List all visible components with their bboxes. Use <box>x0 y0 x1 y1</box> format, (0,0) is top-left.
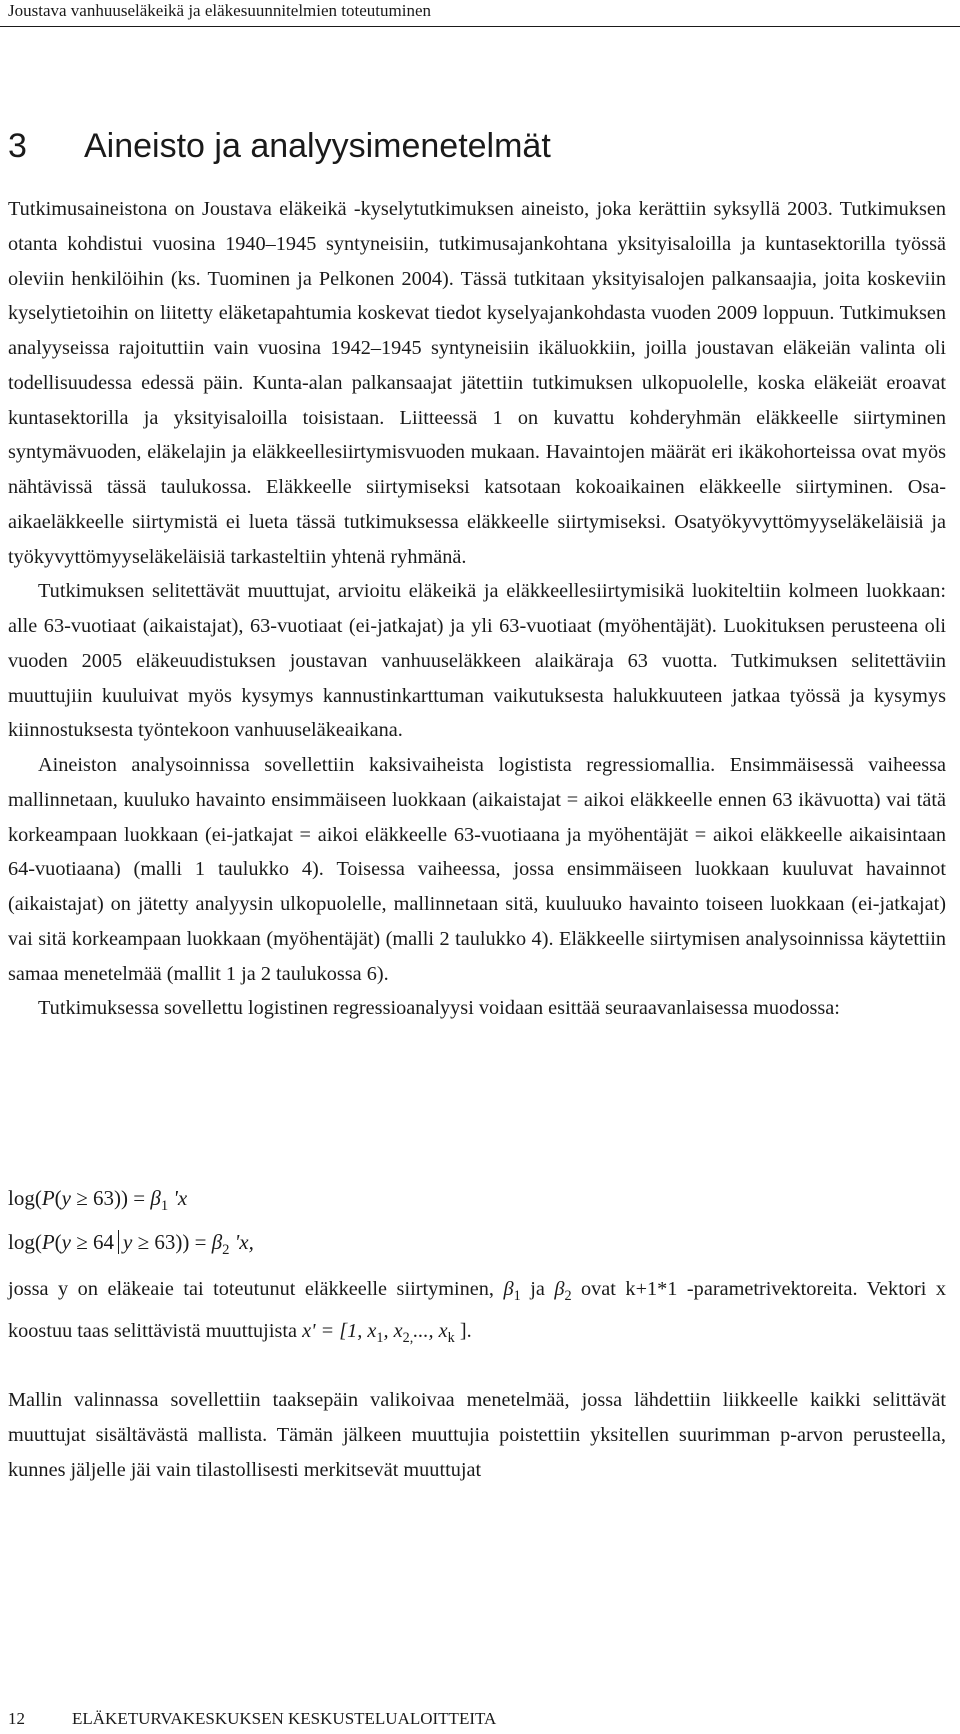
formula-explanation <box>8 1272 946 1356</box>
section-number: 3 <box>8 127 27 165</box>
paragraph-6: Mallin valinnassa sovellettiin taaksepäin valikoivaa menetelmää, jossa lähdettiin liikkeelle kaikki selittävät muuttujat sisältävästä mallista. Tämän jälkeen muuttujia poistettiin yksitellen suurimman p-arvon perusteella, kunnes jäljelle jäi vain tilastollisesti merkitsevät muuttujat <box>8 1389 946 1481</box>
paragraph-5: jossa y on eläkeaie tai toteutunut eläkkeelle siirtyminen, $\beta_1$ ja $\beta_2$ ovat k+1*1 -parametrivektoreita. Vektori x koostuu taas selittävistä muuttujista x' = [1, $x_1$, $x_{2,}$..., $x_k$ ]. <box>8 1278 946 1346</box>
conditional-bar <box>118 1230 119 1254</box>
paragraph-3: Aineiston analysoinnissa sovellettiin kaksivaiheista logistista regressiomallia. Ensimmäisessä vaiheessa mallinnetaan, kuuluko havainto ensimmäiseen luokkaan (aikaistajat = aikoi eläkkeelle ennen 63 ikävuotta) vai tätä korkeampaan luokkaan (ei-jatkajat = aikoi eläkkeelle 63-vuotiaana ja myöhentäjät = aikoi eläkkeelle aikaisintaan 64-vuotiaana) (malli 1 taulukko 4). Toisessa vaiheessa, jossa ensimmäiseen luokkaan kuuluvat havainnot (aikaistajat) on jätetty analyysin ulkopuolelle, mallinnetaan sitä, kuuluuko havainto toiseen luokkaan (ei-jatkajat) vai sitä korkeampaan luokkaan (myöhentäjät) (malli 2 taulukko 4). Eläkkeelle siirtymisen analysoinnissa käytettiin samaa menetelmää (mallit 1 ja 2 taulukossa 6). <box>8 754 946 985</box>
section-title-text: Aineisto ja analyysimenetelmät <box>84 127 551 165</box>
formula-1: $\log(P(y \ge 63)) = \beta_1$ 'x <box>8 1186 188 1215</box>
paragraph-4: Tutkimuksessa sovellettu logistinen regressioanalyysi voidaan esittää seuraavanlaisessa muodossa: <box>38 997 840 1020</box>
section-title <box>8 126 551 166</box>
paragraph-1: Tutkimusaineistona on Joustava eläkeikä -kyselytutkimuksen aineisto, joka kerättiin syksyllä 2003. Tutkimuksen otanta kohdistui vuosina 1940–1945 syntyneisiin, tutkimusajankohtana yksityisaloilla ja kuntasektorilla työssä oleviin henkilöihin (ks. Tuominen ja Pelkonen 2004). Tässä tutkitaan yksityisalojen palkansaajia, joita koskeviin kyselytietoihin on liitetty eläketapahtumia koskevat tiedot kyselyajankohdasta vuoden 2009 loppuun. Tutkimuksen analyyseissa rajoituttiin vain vuosina 1942–1945 syntyneisiin ikäluokkiin, joilla joustavan eläkeiän valinta oli todellisuudessa edessä päin. Kunta-alan palkansaajat jätettiin tutkimuksen ulkopuolelle, koska eläkeiät eroavat kuntasektorilla ja yksityisaloilla toisistaan. Liitteessä 1 on kuvattu kohderyhmän eläkkeelle siirtyminen syntymävuoden, eläkelajin ja eläkkeellesiirtymisvuoden mukaan. Havaintojen määrät eri ikäkohorteissa ovat myös nähtävissä tässä taulukossa. Eläkkeelle siirtymiseksi katsotaan kokoaikainen eläkkeelle siirtyminen. Osa-aikaeläkkeelle siirtymistä ei lueta tässä tutkimuksessa eläkkeelle siirtymiseksi. Osatyökyvyttömyyseläkeläisiä ja työkyvyttömyyseläkeläisiä tarkasteltiin yhtenä ryhmänä. <box>8 198 946 568</box>
formula-2: log(P(y ≥ 64 $y \ge 63)) = \beta_2$ 'x, <box>8 1230 254 1259</box>
header-rule <box>0 26 960 27</box>
page-number: 12 <box>8 1709 25 1728</box>
formula-block <box>8 1180 254 1268</box>
running-head: Joustava vanhuuseläkeikä ja eläkesuunnitelmien toteutuminen <box>8 1 431 20</box>
series-title: ELÄKETURVAKESKUKSEN KESKUSTELUALOITTEITA <box>72 1709 497 1728</box>
closing-text <box>8 1383 946 1487</box>
main-text <box>8 192 946 1026</box>
footer <box>8 1708 496 1730</box>
paragraph-2: Tutkimuksen selitettävät muuttujat, arvioitu eläkeikä ja eläkkeellesiirtymisikä luokiteltiin kolmeen luokkaan: alle 63-vuotiaat (aikaistajat), 63-vuotiaat (ei-jatkajat) ja yli 63-vuotiaat (myöhentäjät). Luokituksen perusteena oli vuoden 2005 eläkeuudistuksen joustavan vanhuuseläkkeen alaikäraja 63 vuotta. Tutkimuksen selitettäviin muuttujiin kuuluivat myös kysymys kannustinkarttuman vaikutuksesta halukkuuteen jatkaa työssä ja kysymys kiinnostuksesta työntekoon vanhuuseläkeaikana. <box>8 580 946 742</box>
